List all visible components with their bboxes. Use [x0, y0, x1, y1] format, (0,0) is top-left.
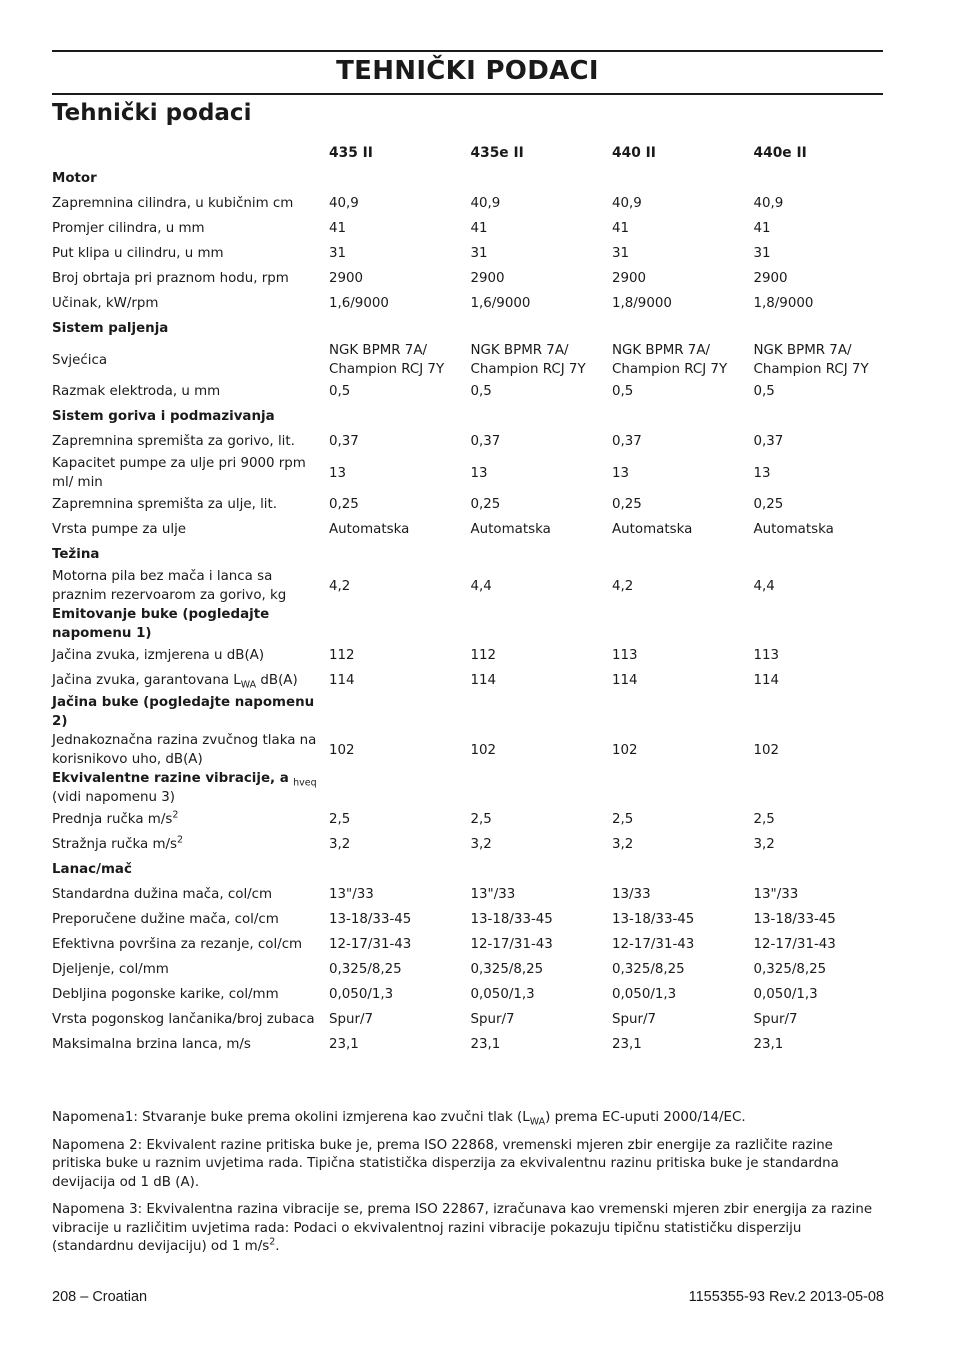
vibration-heading: Ekvivalentne razine vibracije, a	[52, 771, 289, 786]
table-row	[52, 643, 887, 668]
cell-value	[754, 341, 888, 379]
cell-value: 13	[612, 465, 630, 481]
table-row	[52, 191, 887, 216]
note-text: .	[275, 1239, 280, 1254]
row-label: Promjer cilindra, u mm	[52, 221, 205, 236]
note-text: Napomena1: Stvaranje buke prema okolini izmjerena kao zvučni tlak (L	[52, 1110, 530, 1125]
table-row	[52, 567, 887, 605]
cell-value: 41	[470, 221, 488, 236]
banner-title: TEHNIČKI PODACI	[336, 56, 599, 86]
row-label: Zapremnina spremišta za ulje, lit.	[52, 497, 278, 512]
note-3	[52, 1201, 884, 1257]
cell-value: 13"/33	[470, 887, 516, 902]
cell-value: 112	[470, 648, 497, 663]
cell-value: 0,5	[612, 384, 634, 399]
category-row	[52, 316, 887, 341]
cell-value: 31	[612, 246, 630, 261]
category-heading: Emitovanje buke (pogledajte napomenu 1)	[52, 607, 270, 641]
cell-value: 114	[612, 673, 638, 688]
category-heading: Težina	[52, 547, 100, 562]
spark-plug-line1: NGK BPMR 7A/	[753, 343, 852, 358]
spark-plug-line2: Champion RCJ 7Y	[612, 362, 728, 377]
table-row	[52, 291, 887, 316]
empty-cell	[329, 769, 887, 807]
table-row	[52, 492, 887, 517]
cell-value: 40,9	[329, 196, 359, 211]
table-row	[52, 266, 887, 291]
row-label: Preporučene dužine mača, col/cm	[52, 912, 279, 927]
cell-value: 12-17/31-43	[329, 937, 412, 952]
table-row	[52, 907, 887, 932]
table-row	[52, 957, 887, 982]
row-label: Put klipa u cilindru, u mm	[52, 246, 224, 261]
table-row	[52, 341, 887, 379]
cell-value: 13"/33	[329, 887, 374, 902]
cell-value: 23,1	[612, 1037, 642, 1052]
cell-value: 2,5	[612, 812, 634, 827]
cell-value: 114	[470, 673, 497, 688]
cell-value: 0,37	[329, 434, 359, 449]
cell-value: 0,5	[329, 384, 351, 399]
cell-value: 4,2	[329, 578, 351, 594]
cell-value: 102	[470, 742, 497, 758]
cell-value: 2900	[470, 271, 505, 286]
cell-value: 13-18/33-45	[612, 912, 695, 927]
cell-value: 4,4	[470, 578, 492, 594]
footer-page-number: 208 – Croatian	[52, 1289, 148, 1305]
cell-value: 31	[470, 246, 488, 261]
table-row	[52, 1007, 887, 1032]
note-superscript: 2	[269, 1236, 276, 1248]
empty-cell	[329, 605, 887, 643]
cell-value: 4,2	[612, 578, 634, 594]
row-label: Zapremnina spremišta za gorivo, lit.	[52, 434, 295, 449]
cell-value: 112	[329, 648, 355, 663]
row-label: Jednakoznačna razina zvučnog tlaka na korisnikovo uho, dB(A)	[52, 733, 317, 767]
row-label: Motorna pila bez mača i lanca sa praznim rezervoarom za gorivo, kg	[52, 569, 287, 603]
model-header-row	[52, 141, 887, 166]
category-heading: Lanac/mač	[52, 862, 132, 877]
category-heading: Sistem paljenja	[52, 321, 169, 336]
row-label: Maksimalna brzina lanca, m/s	[52, 1037, 251, 1052]
cell-value: 41	[612, 221, 630, 236]
cell-value: 13"/33	[753, 887, 799, 902]
notes	[52, 1109, 884, 1266]
table-row	[52, 454, 887, 492]
cell-value: 2900	[329, 271, 364, 286]
note-1	[52, 1109, 884, 1128]
label-text: dB(A)	[256, 673, 298, 688]
table-row	[52, 241, 887, 266]
label-text: Stražnja ručka m/s	[52, 837, 178, 852]
cell-value: 0,37	[753, 434, 784, 449]
table-row	[52, 982, 887, 1007]
spark-plug-line1: NGK BPMR 7A/	[470, 343, 569, 358]
cell-value: Automatska	[470, 522, 551, 537]
category-row	[52, 857, 887, 882]
cell-value: 3,2	[329, 837, 351, 852]
cell-value: 0,325/8,25	[329, 962, 402, 977]
cell-value: 0,25	[753, 497, 784, 512]
cell-value: 0,050/1,3	[753, 987, 818, 1002]
cell-value: Automatska	[612, 522, 693, 537]
cell-value: 40,9	[470, 196, 501, 211]
cell-value: 13	[329, 465, 347, 481]
cell-value: 41	[329, 221, 347, 236]
row-label	[52, 807, 329, 832]
cell-value: 0,25	[329, 497, 359, 512]
row-label: Vrsta pogonskog lančanika/broj zubaca	[52, 1012, 315, 1027]
spark-plug-line2: Champion RCJ 7Y	[329, 362, 445, 377]
spark-plug-line1: NGK BPMR 7A/	[329, 343, 427, 358]
vibration-subscript: hveq	[293, 777, 317, 789]
cell-value: 12-17/31-43	[470, 937, 553, 952]
cell-value	[329, 341, 471, 379]
cell-value: 12-17/31-43	[753, 937, 836, 952]
label-text: Prednja ručka m/s	[52, 812, 173, 827]
row-label: Djeljenje, col/mm	[52, 962, 169, 977]
table-row	[52, 832, 887, 857]
model-name: 435e II	[470, 145, 524, 161]
cell-value: 23,1	[470, 1037, 501, 1052]
cell-value: 2900	[612, 271, 647, 286]
cell-value: 102	[753, 742, 780, 758]
cell-value: 0,050/1,3	[329, 987, 394, 1002]
label-subscript: WA	[240, 679, 257, 691]
section-title: Tehnički podaci	[52, 100, 252, 126]
cell-value: 2,5	[470, 812, 492, 827]
cell-value: 0,25	[612, 497, 642, 512]
table-row	[52, 668, 887, 693]
cell-value: 2,5	[753, 812, 775, 827]
row-label: Svjećica	[52, 352, 108, 368]
table-row	[52, 807, 887, 832]
category-row	[52, 542, 887, 567]
cell-value: 23,1	[329, 1037, 359, 1052]
cell-value: 2900	[753, 271, 788, 286]
note-2: Napomena 2: Ekvivalent razine pritiska buke je, prema ISO 22868, vremenski mjeren zbir energije za različite razine pritiska buke u raznim uvjetima rada. Tipična statistička disperzija za ekvivalentnu razinu pritiska buke je standardna devijacija od 1 dB (A).	[52, 1137, 839, 1190]
cell-value: 13-18/33-45	[329, 912, 412, 927]
note-text: ) prema EC-uputi 2000/14/EC.	[545, 1110, 746, 1125]
cell-value: 2,5	[329, 812, 351, 827]
note-subscript: WA	[529, 1116, 546, 1128]
cell-value: 13-18/33-45	[470, 912, 553, 927]
row-label: Razmak elektroda, u mm	[52, 384, 221, 399]
spark-plug-line1: NGK BPMR 7A/	[612, 343, 710, 358]
cell-value: 102	[612, 742, 638, 758]
cell-value: 0,050/1,3	[470, 987, 535, 1002]
table-row	[52, 731, 887, 769]
category-heading: Jačina buke (pogledajte napomenu 2)	[52, 695, 315, 729]
model-name: 440e II	[753, 145, 807, 161]
cell-value: 12-17/31-43	[612, 937, 695, 952]
row-label: Broj obrtaja pri praznom hodu, rpm	[52, 271, 289, 286]
cell-value: 114	[329, 673, 355, 688]
row-label	[52, 832, 329, 857]
table-row	[52, 517, 887, 542]
category-row	[52, 605, 887, 643]
label-superscript: 2	[172, 809, 179, 821]
table-row	[52, 429, 887, 454]
cell-value: 3,2	[753, 837, 775, 852]
category-row	[52, 166, 887, 191]
cell-value: 0,37	[612, 434, 642, 449]
cell-value: 13	[753, 465, 771, 481]
cell-value: 40,9	[612, 196, 642, 211]
footer-doc-id: 1155355-93 Rev.2 2013-05-08	[688, 1289, 884, 1305]
row-label: Jačina zvuka, izmjerena u dB(A)	[52, 648, 265, 663]
cell-value: 0,25	[470, 497, 501, 512]
cell-value: 3,2	[470, 837, 492, 852]
cell-value	[612, 341, 754, 379]
vibration-note: (vidi napomenu 3)	[52, 790, 175, 805]
table-row	[52, 379, 887, 404]
cell-value: 23,1	[753, 1037, 784, 1052]
note-text: Napomena 3: Ekvivalentna razina vibracije se, prema ISO 22867, izračunava kao vremenski mjeren zbir energija za razine vibracije u različitim uvjetima rada: Podaci o ekvivalentnoj razini vibracije pokazuju tipičnu statističku disperziju (standardnu devijaciju) od 1 m/s	[52, 1202, 873, 1254]
row-label: Vrsta pumpe za ulje	[52, 522, 187, 537]
cell-value: 113	[753, 648, 780, 663]
cell-value: 0,325/8,25	[470, 962, 544, 977]
cell-value: Spur/7	[329, 1012, 374, 1027]
cell-value: 1,6/9000	[470, 296, 531, 311]
row-label: Debljina pogonske karike, col/mm	[52, 987, 279, 1002]
table-row	[52, 932, 887, 957]
cell-value: Spur/7	[612, 1012, 657, 1027]
category-row	[52, 693, 887, 731]
empty-cell	[52, 141, 329, 166]
empty-cell	[329, 693, 887, 731]
cell-value: 1,8/9000	[753, 296, 814, 311]
cell-value: 0,37	[470, 434, 501, 449]
header-rule-top	[52, 50, 883, 52]
table-row	[52, 882, 887, 907]
cell-value: 1,8/9000	[612, 296, 672, 311]
cell-value: 0,325/8,25	[753, 962, 827, 977]
cell-value: 1,6/9000	[329, 296, 389, 311]
row-label	[52, 668, 329, 693]
category-heading	[52, 769, 329, 807]
row-label: Efektivna površina za rezanje, col/cm	[52, 937, 303, 952]
category-heading: Sistem goriva i podmazivanja	[52, 409, 275, 424]
cell-value: 40,9	[753, 196, 784, 211]
cell-value: Spur/7	[753, 1012, 798, 1027]
category-heading: Motor	[52, 171, 97, 186]
spark-plug-line2: Champion RCJ 7Y	[470, 362, 586, 377]
cell-value	[471, 341, 613, 379]
cell-value: 3,2	[612, 837, 634, 852]
cell-value: 0,5	[753, 384, 775, 399]
cell-value: 113	[612, 648, 638, 663]
category-row	[52, 404, 887, 429]
cell-value: 13-18/33-45	[753, 912, 836, 927]
label-superscript: 2	[177, 834, 184, 846]
row-label: Zapremnina cilindra, u kubičnim cm	[52, 196, 294, 211]
cell-value: 0,5	[470, 384, 492, 399]
cell-value: 0,050/1,3	[612, 987, 677, 1002]
header-rule-bottom	[52, 93, 883, 95]
cell-value: Spur/7	[470, 1012, 515, 1027]
model-name: 440 II	[612, 145, 656, 161]
row-label: Kapacitet pumpe za ulje pri 9000 rpm ml/ min	[52, 456, 306, 490]
cell-value: 114	[753, 673, 780, 688]
spark-plug-line2: Champion RCJ 7Y	[753, 362, 869, 377]
cell-value: 31	[329, 246, 347, 261]
model-name: 435 II	[329, 145, 373, 161]
cell-value: 13/33	[612, 887, 651, 902]
cell-value: Automatska	[753, 522, 834, 537]
label-text: Jačina zvuka, garantovana L	[52, 673, 241, 688]
cell-value: 31	[753, 246, 771, 261]
cell-value: 4,4	[753, 578, 775, 594]
row-label: Učinak, kW/rpm	[52, 296, 159, 311]
table-row	[52, 1032, 887, 1057]
row-label: Standardna dužina mača, col/cm	[52, 887, 273, 902]
cell-value: 0,325/8,25	[612, 962, 685, 977]
cell-value: Automatska	[329, 522, 410, 537]
cell-value: 13	[470, 465, 488, 481]
table-row	[52, 216, 887, 241]
cell-value: 41	[753, 221, 771, 236]
cell-value: 102	[329, 742, 355, 758]
spec-table	[52, 141, 887, 1057]
category-row	[52, 769, 887, 807]
